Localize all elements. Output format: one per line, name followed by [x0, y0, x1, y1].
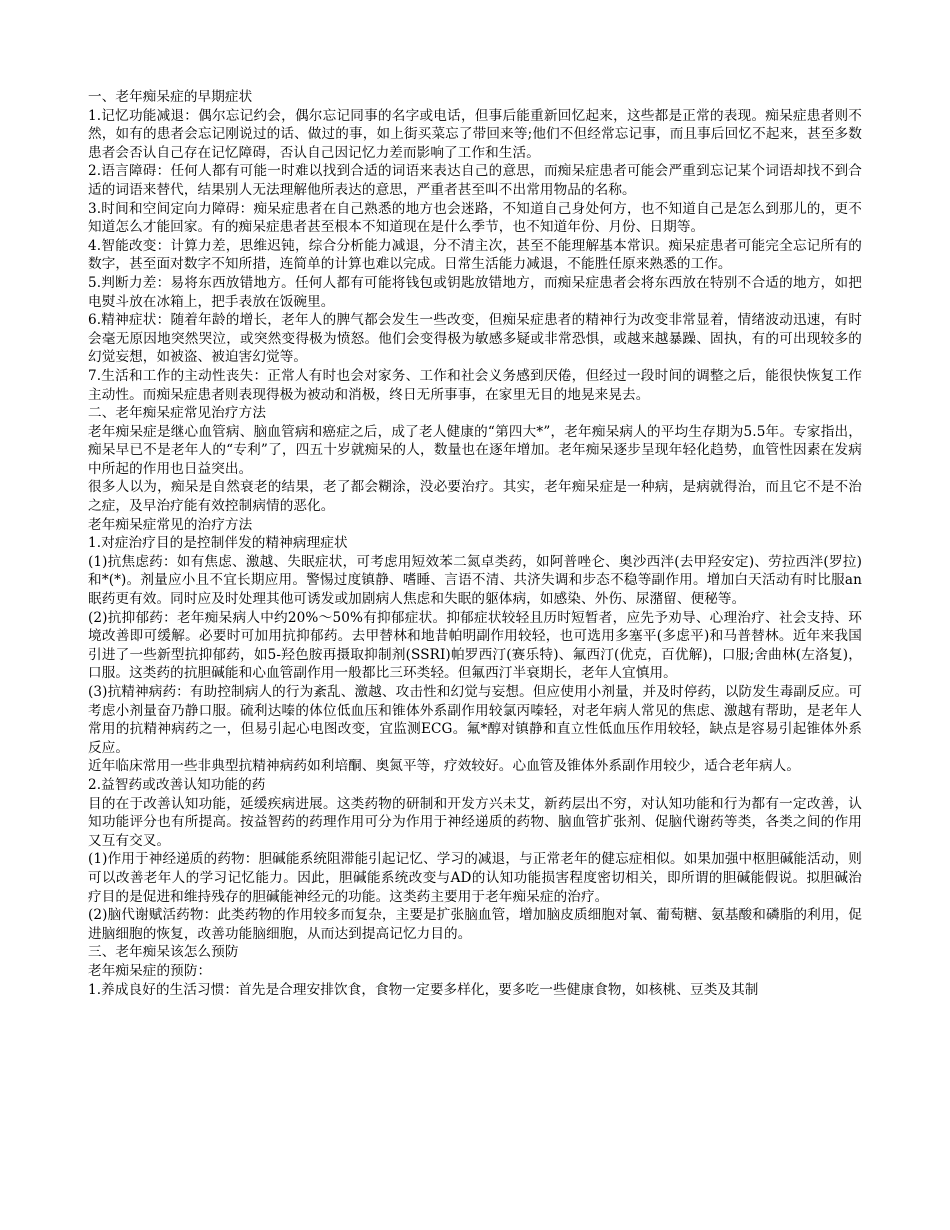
paragraph-memory-decline: 1.记忆功能减退：偶尔忘记约会，偶尔忘记同事的名字或电话，但事后能重新回忆起来，这些都是正常的表现。痴呆症患者则不然，如有的患者会忘记刚说过的话、做过的事，如上街买菜忘了带回来等;他们不但经常忘记事，而且事后回忆不起来，甚至多数患者会否认自己存在记忆障碍，否认自己因记忆力差而影响了工作和生活。 — [88, 107, 862, 161]
paragraph-intelligence-change: 4.智能改变：计算力差，思维迟钝，综合分析能力减退，分不清主次，甚至不能理解基本常识。痴呆症患者可能完全忘记所有的数字，甚至面对数字不知所措，连简单的计算也难以完成。日常生活能力减退，不能胜任原来熟悉的工作。 — [88, 237, 862, 273]
paragraph-neurotransmitter-drugs: (1)作用于神经递质的药物：胆碱能系统阻滞能引起记忆、学习的减退，与正常老年的健忘症相似。如果加强中枢胆碱能活动，则可以改善老年人的学习记忆能力。因此，胆碱能系统改变与AD的认知功能损害程度密切相关，即所谓的胆碱能假说。拟胆碱治疗目的是促进和维持残存的胆碱能神经元的功能。这类药主要用于老年痴呆症的治疗。 — [88, 851, 862, 905]
paragraph-nootropics-intro: 目的在于改善认知功能，延缓疾病进展。这类药物的研制和开发方兴未艾，新药层出不穷，对认知功能和行为都有一定改善，认知功能评分也有所提高。按益智药的药理作用可分为作用于神经递质的药物、脑血管扩张剂、促脑代谢药等类，各类之间的作用又互有交叉。 — [88, 795, 862, 849]
paragraph-poor-judgment: 5.判断力差：易将东西放错地方。任何人都有可能将钱包或钥匙放错地方，而痴呆症患者会将东西放在特别不合适的地方，如把电熨斗放在冰箱上，把手表放在饭碗里。 — [88, 274, 862, 310]
paragraph-antidepressants: (2)抗抑郁药：老年痴呆病人中约20%～50%有抑郁症状。抑郁症状较轻且历时短暂者，应先予劝导、心理治疗、社会支持、环境改善即可缓解。必要时可加用抗抑郁药。去甲替林和地昔帕明副作用较轻，也可选用多塞平(多虑平)和马普替林。近年来我国引进了一些新型抗抑郁药，如5-羟色胺再摄取抑制剂(SSRI)帕罗西汀(赛乐特)、氟西汀(优克，百优解)，口服;舍曲林(左洛复)，口服。这类药的抗胆碱能和心血管副作用一般都比三环类轻。但氟西汀半衰期长，老年人宜慎用。 — [88, 609, 862, 682]
paragraph-anxiolytics: (1)抗焦虑药：如有焦虑、激越、失眠症状，可考虑用短效苯二氮卓类药，如阿普唑仑、奥沙西泮(去甲羟安定)、劳拉西泮(罗拉)和*(*)。剂量应小且不宜长期应用。警惕过度镇静、嗜睡、言语不清、共济失调和步态不稳等副作用。增加白天活动有时比服an眠药更有效。同时应及时处理其他可诱发或加剧病人焦虑和失眠的躯体病，如感染、外伤、尿潴留、便秘等。 — [88, 553, 862, 608]
paragraph-treatment-misconception: 很多人以为，痴呆是自然衰老的结果，老了都会糊涂，没必要治疗。其实，老年痴呆症是一种病，是病就得治，而且它不是不治之症，及早治疗能有效控制病情的恶化。 — [88, 479, 862, 515]
section-heading-1: 一、老年痴呆症的早期症状 — [88, 89, 253, 105]
paragraph-loss-of-initiative: 7.生活和工作的主动性丧失：正常人有时也会对家务、工作和社会义务感到厌倦，但经过一段时间的调整之后，能很快恢复工作主动性。而痴呆症患者则表现得极为被动和消极，终日无所事事，在家里无目的地晃来晃去。 — [88, 367, 862, 403]
subheading-symptomatic-treatment: 1.对症治疗目的是控制伴发的精神病理症状 — [88, 535, 348, 552]
paragraph-treatment-intro: 老年痴呆症是继心血管病、脑血管病和癌症之后，成了老人健康的“第四大*”，老年痴呆病人的平均生存期为5.5年。专家指出，痴呆早已不是老年人的“专利”了，四五十岁就痴呆的人，数量也在逐年增加。老年痴呆逐步呈现年轻化趋势，血管性因素在发病中所起的作用也日益突出。 — [88, 423, 862, 477]
paragraph-atypical-antipsychotics: 近年临床常用一些非典型抗精神病药如利培酮、奥氮平等，疗效较好。心血管及锥体外系副作用较少，适合老年病人。 — [88, 758, 801, 775]
paragraph-language-disorder: 2.语言障碍：任何人都有可能一时难以找到合适的词语来表达自己的意思，而痴呆症患者可能会严重到忘记某个词语却找不到合适的词语来替代，结果别人无法理解他所表达的意思，严重者甚至叫不出常用物品的名称。 — [88, 163, 862, 198]
subheading-nootropics: 2.益智药或改善认知功能的药 — [88, 776, 266, 793]
section-heading-3: 三、老年痴呆该怎么预防 — [88, 944, 239, 961]
paragraph-healthy-habits: 1.养成良好的生活习惯：首先是合理安排饮食，食物一定要多样化，要多吃一些健康食物，如核桃、豆类及其制 — [88, 981, 759, 998]
paragraph-mental-symptoms: 6.精神症状：随着年龄的增长，老年人的脾气都会发生一些改变，但痴呆症患者的精神行为改变非常显着，情绪波动迅速，有时会毫无原因地突然哭泣，或突然变得极为愤怒。他们会变得极为敏感多疑或非常恐惧，或越来越暴躁、固执，有的可出现较多的幻觉妄想，如被盗、被迫害幻觉等。 — [88, 312, 862, 366]
subheading-treatment-methods: 老年痴呆症常见的治疗方法 — [88, 516, 253, 533]
paragraph-brain-metabolism-drugs: (2)脑代谢赋活药物：此类药物的作用较多而复杂，主要是扩张脑血管，增加脑皮质细胞对氧、葡萄糖、氨基酸和磷脂的利用，促进脑细胞的恢复，改善功能脑细胞，从而达到提高记忆力目的。 — [88, 907, 862, 942]
paragraph-antipsychotics: (3)抗精神病药：有助控制病人的行为紊乱、激越、攻击性和幻觉与妄想。但应使用小剂量，并及时停药，以防发生毒副反应。可考虑小剂量奋乃静口服。硫利达嗪的体位低血压和锥体外系副作用较氯丙嗪轻，对老年病人常见的焦虑、激越有帮助，是老年人常用的抗精神病药之一，但易引起心电图改变，宜监测ECG。氟*醇对镇静和直立性低血压作用较轻，缺点是容易引起锥体外系反应。 — [88, 684, 862, 756]
paragraph-orientation-disorder: 3.时间和空间定向力障碍：痴呆症患者在自己熟悉的地方也会迷路，不知道自己身处何方，也不知道自己是怎么到那儿的，更不知道怎么才能回家。有的痴呆症患者甚至根本不知道现在是什么季节，也不知道年份、月份、日期等。 — [88, 200, 862, 236]
section-heading-2: 二、老年痴呆症常见治疗方法 — [88, 405, 267, 422]
subheading-prevention: 老年痴呆症的预防： — [88, 962, 212, 979]
